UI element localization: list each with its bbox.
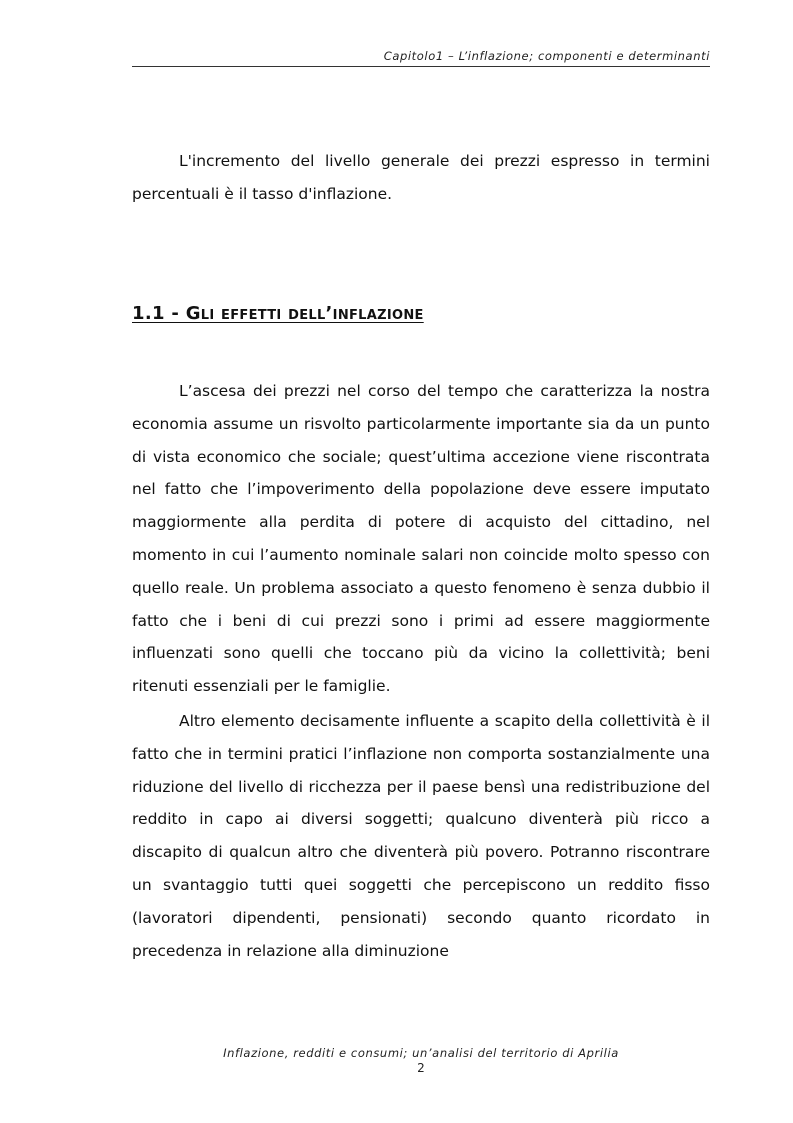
body-paragraph-1: L’ascesa dei prezzi nel corso del tempo che caratterizza la nostra economia assume un risvolto particolarmente importante sia da un punto di vista economico che sociale; quest’ultima accezione viene riscontrata nel fatto che l’impoverimento della popolazione deve essere imputato maggiormente alla perdita di potere di acquisto del cittadino, nel momento in cui l’aumento nominale salari non coincide molto spesso con quello reale. Un problema associato a questo fenomeno è senza dubbio il fatto che i beni di cui prezzi sono i primi ad essere maggiormente influenzati sono quelli che toccano più da vicino la collettività; beni ritenuti essenziali per le famiglie. [132, 382, 710, 696]
section-heading: 1.1 - Gli effetti dell’inflazione [132, 303, 424, 324]
running-footer: Inflazione, redditi e consumi; un’analisi del territorio di Aprilia [223, 1046, 619, 1060]
header-rule [132, 66, 710, 67]
intro-paragraph: L'incremento del livello generale dei prezzi espresso in termini percentuali è il tasso d'inflazione. [132, 152, 710, 203]
body-paragraph-2: Altro elemento decisamente influente a scapito della collettività è il fatto che in termini pratici l’inflazione non comporta sostanzialmente una riduzione del livello di ricchezza per il paese bensì una redistribuzione del reddito in capo ai diversi soggetti; qualcuno diventerà più ricco a discapito di qualcun altro che diventerà più povero. Potranno riscontrare un svantaggio tutti quei soggetti che percepiscono un reddito fisso (lavoratori dipendenti, pensionati) secondo quanto ricordato in precedenza in relazione alla diminuzione [132, 712, 710, 960]
running-header: Capitolo1 – L’inflazione; componenti e determinanti [383, 49, 710, 63]
page-number: 2 [417, 1061, 425, 1075]
